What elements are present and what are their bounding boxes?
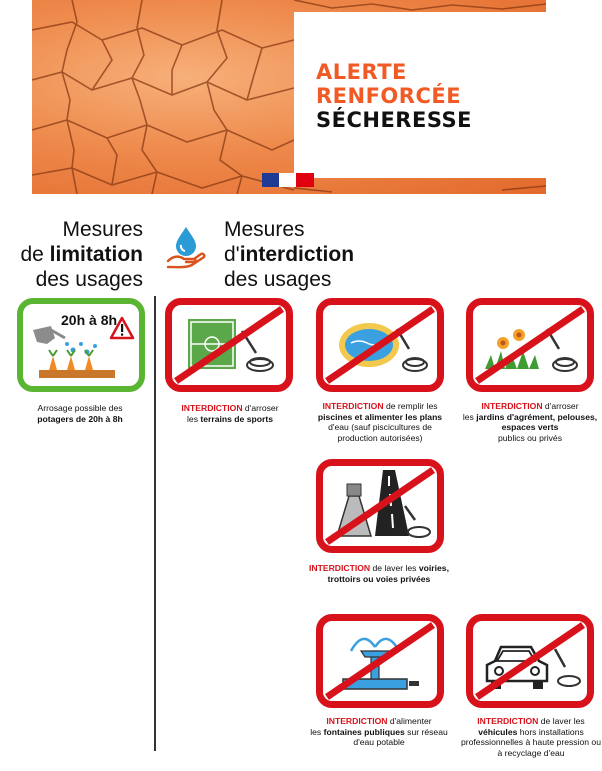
flowers-icon [473,305,587,385]
road-icon [323,466,437,546]
heading-line: de limitation [20,243,143,266]
limitation-caption: Arrosage possible des potagers de 20h à 8h [37,403,123,424]
garden-caption: INTERDICTION d'arroser les jardins d'agrément, pelouses, espaces verts publics ou privés [462,401,598,443]
pool-pictogram [316,298,444,392]
alert-line-2: RENFORCÉE [316,84,462,108]
fountain-pictogram [316,614,444,708]
heading-line: Mesures [224,218,305,241]
drought-banner [32,0,546,194]
alert-line-1: ALERTE [316,60,407,84]
road-caption: INTERDICTION de laver les voiries, trottoirs ou voies privées [309,563,449,584]
fountain-icon [323,621,437,701]
car-icon [473,621,587,701]
road-pictogram [316,459,444,553]
football-field-icon [172,305,286,385]
column-divider [154,296,156,751]
potager-pictogram [17,298,145,392]
hours-label: 20h à 8h [61,312,118,328]
french-flag-icon [262,173,314,187]
alert-card [294,12,546,178]
car-caption: INTERDICTION de laver les véhicules hors installations professionnelles à haute pression ou à recyclage d'eau [461,716,601,758]
water-drop-hand-icon [166,225,206,269]
heading-line: Mesures [62,218,143,241]
pool-caption: INTERDICTION de remplir les piscines et alimenter les plans d'eau (sauf piscicultures de production autorisées) [317,401,443,443]
limitation-heading [0,217,143,292]
warning-triangle-icon [109,316,135,340]
interdiction-heading [224,217,424,292]
car-pictogram [466,614,594,708]
sports-field-caption: INTERDICTION d'arroser les terrains de sports [181,403,279,424]
heading-line: d'interdiction [224,243,355,266]
garden-pictogram [466,298,594,392]
heading-line: des usages [35,268,143,291]
sports-field-pictogram [165,298,293,392]
pool-icon [323,305,437,385]
heading-line: des usages [224,268,332,291]
alert-line-3: SÉCHERESSE [316,108,472,132]
fountain-caption: INTERDICTION d'alimenter les fontaines publiques sur réseau d'eau potable [310,716,448,747]
